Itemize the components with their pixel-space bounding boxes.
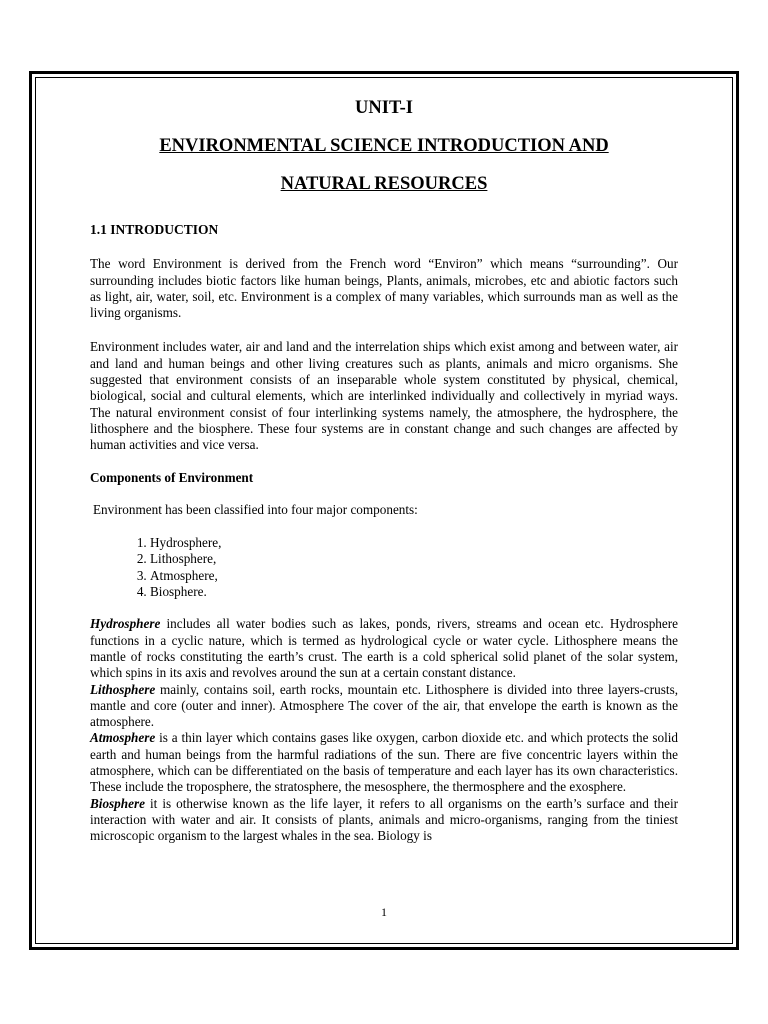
atmosphere-paragraph <box>90 730 678 795</box>
biosphere-text: it is otherwise known as the life layer, it refers to all organisms on the earth’s surface and their interaction with water and air. It consists of plants, animals and micro-organisms, ranging from the tiniest microscopic organism to the largest whales in the sea. Biology is <box>90 795 678 844</box>
list-item: 4. Biosphere. <box>150 584 678 600</box>
chapter-title-line1: ENVIRONMENTAL SCIENCE INTRODUCTION AND <box>159 136 609 156</box>
components-list <box>90 535 678 600</box>
hydrosphere-term: Hydrosphere <box>90 616 161 632</box>
lithosphere-text: mainly, contains soil, earth rocks, mountain etc. Lithosphere is divided into three layers-crusts, mantle and core (outer and inner). Atmosphere The cover of the air, that envelope the earth is known as the atmosphere. <box>90 681 678 730</box>
lithosphere-term: Lithosphere <box>90 681 156 697</box>
list-item: 3. Atmosphere, <box>150 568 678 584</box>
intro-paragraph-2: Environment includes water, air and land and the interrelation ships which exist among and between water, air and land and human beings and other living creatures such as plants, animals and micro organisms. She suggested that environment consists of an inseparable whole system constituted by physical, chemical, biological, social and cultural elements, which are interlinked individually and collectively in myriad ways. The natural environment consist of four interlinking systems namely, the atmosphere, the hydrosphere, the lithosphere and the biosphere. These four systems are in constant change and such changes are affected by human activities and vice versa. <box>90 339 678 453</box>
lithosphere-paragraph <box>90 682 678 731</box>
document-body <box>90 92 678 845</box>
hydrosphere-paragraph <box>90 616 678 681</box>
intro-paragraph-1: The word Environment is derived from the French word “Environ” which means “surrounding”. Our surrounding includes biotic factors like human beings, Plants, animals, microbes, etc and abiotic factors such as light, air, water, soil, etc. Environment is a complex of many variables, which surrounds man as well as the living organisms. <box>90 256 678 321</box>
chapter-title-line2: NATURAL RESOURCES <box>280 174 488 194</box>
biosphere-paragraph <box>90 796 678 845</box>
list-item: 1. Hydrosphere, <box>150 535 678 551</box>
atmosphere-text: is a thin layer which contains gases like oxygen, carbon dioxide etc. and which protects the solid earth and human beings from the harmful radiations of the sun. There are five concentric layers within the atmosphere, which can be differentiated on the basis of temperature and each layer has its own characteristics. These include the troposphere, the stratosphere, the mesosphere, the thermosphere and the exosphere. <box>90 730 678 795</box>
section-heading: 1.1 INTRODUCTION <box>90 222 219 237</box>
components-heading: Components of Environment <box>90 469 254 485</box>
unit-heading: UNIT-I <box>355 98 413 118</box>
list-item: 2. Lithosphere, <box>150 551 678 567</box>
biosphere-term: Biosphere <box>90 795 145 811</box>
page-number: 1 <box>381 905 387 919</box>
hydrosphere-text: includes all water bodies such as lakes, ponds, rivers, streams and ocean etc. Hydrosphere functions in a cyclic nature, which is termed as hydrological cycle or water cycle. Lithosphere means the mantle of rocks constituting the earth’s crust. The earth is a cold spherical solid planet of the solar system, which spins in its axis and revolves around the sun at a certain constant distance. <box>90 616 678 681</box>
components-intro: Environment has been classified into four major components: <box>93 501 418 517</box>
atmosphere-term: Atmosphere <box>90 730 156 746</box>
